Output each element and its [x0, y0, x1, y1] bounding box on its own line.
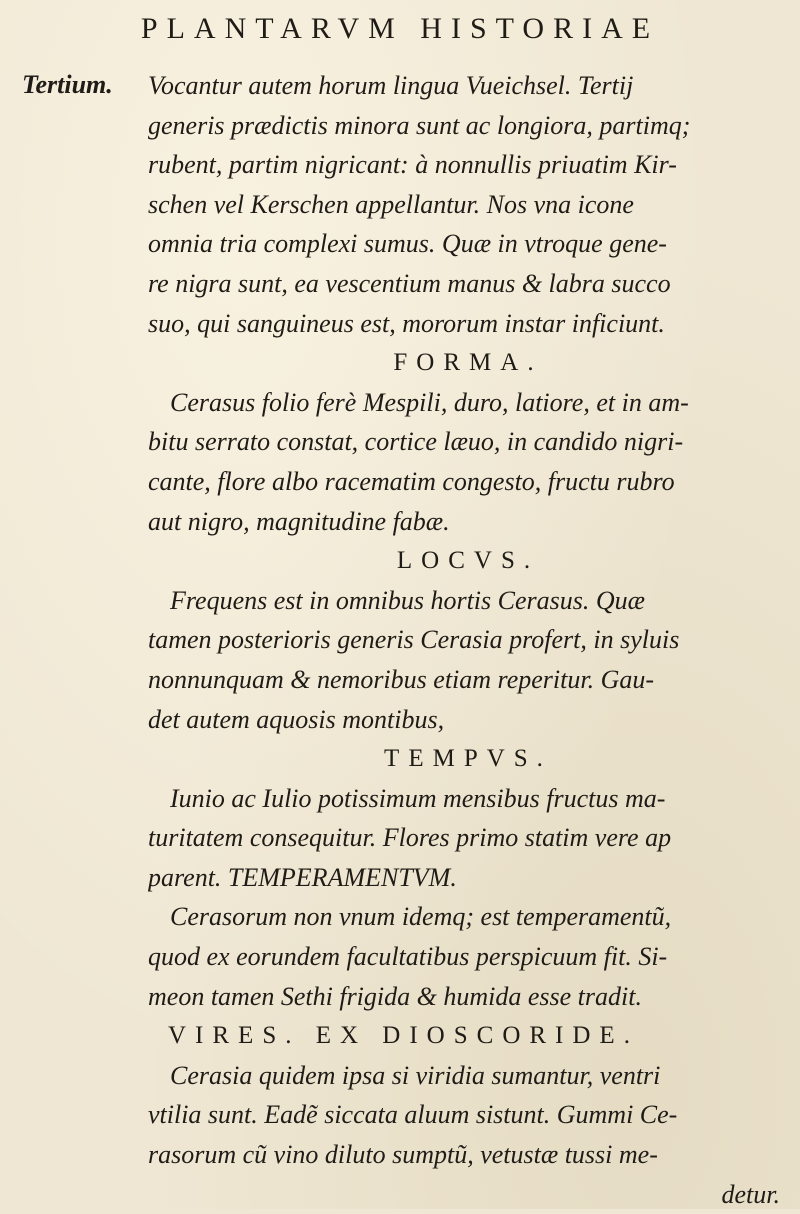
- text-line: omnia tria complexi sumus. Quæ in vtroque gene-: [148, 229, 667, 259]
- margin-note: Tertium.: [22, 70, 113, 99]
- text-line: nonnunquam & nemoribus etiam reperitur. Gau-: [148, 664, 655, 694]
- text-line: turitatem consequitur. Flores primo statim vere ap: [148, 823, 672, 853]
- text-line: det autem aquosis montibus,: [148, 704, 445, 734]
- text-line: re nigra sunt, ea vescentium manus & labra succo: [148, 268, 671, 298]
- text-line: rubent, partim nigricant: à nonnullis priuatim Kir-: [148, 150, 677, 180]
- text-line: quod ex eorundem facultatibus perspicuum fit. Si-: [148, 942, 668, 972]
- section-heading: VIRES. EX DIOSCORIDE.: [168, 1022, 639, 1050]
- text-line: tamen posterioris generis Cerasia profert, in syluis: [148, 625, 680, 655]
- body-text: [148, 66, 788, 1214]
- text-line: detur.: [721, 1179, 780, 1209]
- text-line: Vocantur autem horum lingua Vueichsel. Tertij: [148, 71, 634, 100]
- section-heading: LOCVS.: [396, 547, 540, 575]
- text-line: suo, qui sanguineus est, mororum instar inficiunt.: [148, 308, 665, 338]
- text-line: aut nigro, magnitudine fabæ.: [148, 506, 450, 536]
- text-line: bitu serrato constat, cortice læuo, in candido nigri-: [148, 427, 684, 457]
- text-line: Cerasorum non vnum idemq; est temperamentũ,: [170, 902, 672, 932]
- text-line: schen vel Kerschen appellantur. Nos vna icone: [148, 189, 634, 219]
- text-line: meon tamen Sethi frigida & humida esse tradit.: [148, 981, 642, 1011]
- text-line: Cerasus folio ferè Mespili, duro, latiore, et in am-: [170, 387, 689, 417]
- text-line: Frequens est in omnibus hortis Cerasus. Quæ: [170, 585, 645, 615]
- text-line: Cerasia quidem ipsa si viridia sumantur, ventri: [170, 1060, 661, 1090]
- running-head: PLANTARVM HISTORIAE: [140, 12, 660, 45]
- text-line: rasorum cũ vino diluto sumptũ, vetustæ tussi me-: [148, 1140, 658, 1170]
- section-heading: FORMA.: [393, 349, 543, 377]
- text-line: cante, flore albo racematim congesto, fructu rubro: [148, 466, 675, 496]
- text-line: parent. TEMPERAMENTVM.: [148, 862, 457, 892]
- section-heading: TEMPVS.: [384, 745, 552, 773]
- text-line: Iunio ac Iulio potissimum mensibus fructus ma-: [170, 783, 666, 813]
- text-line: vtilia sunt. Eadẽ siccata aluum sistunt. Gummi Ce-: [148, 1100, 678, 1130]
- text-line: generis prædictis minora sunt ac longiora, partimq;: [148, 110, 691, 140]
